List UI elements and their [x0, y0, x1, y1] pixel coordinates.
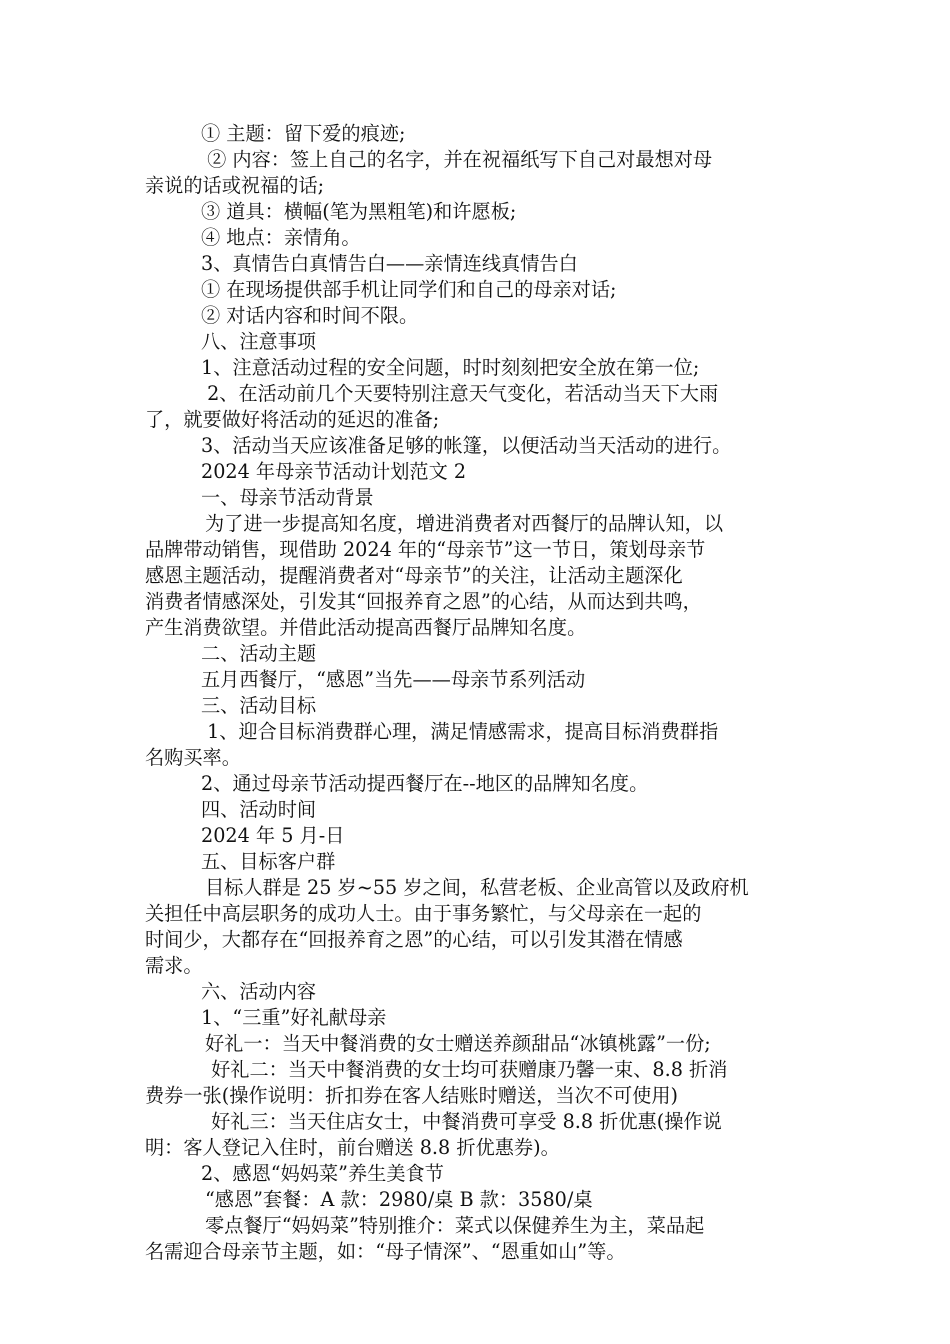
- text-line: ① 在现场提供部手机让同学们和自己的母亲对话;: [201, 278, 617, 301]
- text-line: 好礼二：当天中餐消费的女士均可获赠康乃馨一束、8.8 折消: [205, 1058, 728, 1081]
- text-line: 名购买率。: [145, 746, 241, 769]
- text-line: ① 主题：留下爱的痕迹;: [201, 122, 406, 145]
- text-line: ② 内容：签上自己的名字，并在祝福纸写下自己对最想对母: [201, 148, 713, 171]
- paragraph-line: 关担任中高层职务的成功人士。由于事务繁忙，与父母亲在一起的: [145, 902, 702, 925]
- text-line: ③ 道具：横幅(笔为黑粗笔)和许愿板;: [201, 200, 517, 223]
- section-heading: 三、活动目标: [201, 694, 317, 717]
- text-line: 明：客人登记入住时，前台赠送 8.8 折优惠券)。: [145, 1136, 560, 1159]
- document-body: [145, 121, 815, 1265]
- text-line: 3、活动当天应该准备足够的帐篷，以便活动当天活动的进行。: [201, 434, 732, 457]
- text-line: 好礼一：当天中餐消费的女士赠送养颜甜品“冰镇桃露”一份;: [205, 1032, 711, 1055]
- paragraph-line: 消费者情感深处，引发其“回报养育之恩”的心结，从而达到共鸣，: [145, 590, 702, 613]
- text-line: 3、真情告白真情告白——亲情连线真情告白: [201, 252, 578, 275]
- text-line: 1、“三重”好礼献母亲: [201, 1006, 387, 1029]
- text-line: 了，就要做好将活动的延迟的准备;: [145, 408, 440, 431]
- section-heading: 一、母亲节活动背景: [201, 486, 374, 509]
- text-line: 亲说的话或祝福的话;: [145, 174, 325, 197]
- text-line: “感恩”套餐：A 款：2980/桌 B 款：3580/桌: [205, 1188, 593, 1211]
- text-line: 2、通过母亲节活动提西餐厅在--地区的品牌知名度。: [201, 772, 649, 795]
- text-line: 费券一张(操作说明：折扣券在客人结账时赠送，当次不可使用): [145, 1084, 679, 1107]
- paragraph-line: 品牌带动销售，现借助 2024 年的“母亲节”这一节日，策划母亲节: [145, 538, 706, 561]
- text-line: 名需迎合母亲节主题，如：“母子情深”、“恩重如山”等。: [145, 1240, 626, 1263]
- paragraph-line: 为了进一步提高知名度，增进消费者对西餐厅的品牌认知，以: [205, 512, 724, 535]
- paragraph-line: 目标人群是 25 岁~55 岁之间，私营老板、企业高管以及政府机: [205, 876, 749, 899]
- section-heading: 八、注意事项: [201, 330, 317, 353]
- document-title: 2024 年母亲节活动计划范文 2: [201, 460, 467, 483]
- section-heading: 六、活动内容: [201, 980, 317, 1003]
- text-line: 好礼三：当天住店女士，中餐消费可享受 8.8 折优惠(操作说: [205, 1110, 722, 1133]
- text-line: 1、迎合目标消费群心理，满足情感需求，提高目标消费群指: [201, 720, 719, 743]
- paragraph-line: 产生消费欲望。并借此活动提高西餐厅品牌知名度。: [145, 616, 587, 639]
- text-line: 2、在活动前几个天要特别注意天气变化，若活动当天下大雨: [201, 382, 719, 405]
- text-line: 五月西餐厅，“感恩”当先——母亲节系列活动: [201, 668, 586, 691]
- text-line: ② 对话内容和时间不限。: [201, 304, 419, 327]
- text-line: 2024 年 5 月-日: [201, 824, 345, 847]
- text-line: 零点餐厅“妈妈菜”特别推介：菜式以保健养生为主，菜品起: [205, 1214, 705, 1237]
- paragraph-line: 需求。: [145, 954, 203, 977]
- section-heading: 二、活动主题: [201, 642, 317, 665]
- paragraph-line: 感恩主题活动，提醒消费者对“母亲节”的关注，让活动主题深化: [145, 564, 683, 587]
- text-line: 1、注意活动过程的安全问题，时时刻刻把安全放在第一位;: [201, 356, 700, 379]
- text-line: 2、感恩“妈妈菜”养生美食节: [201, 1162, 444, 1185]
- section-heading: 四、活动时间: [201, 798, 317, 821]
- text-line: ④ 地点：亲情角。: [201, 226, 361, 249]
- paragraph-line: 时间少，大都存在“回报养育之恩”的心结，可以引发其潜在情感: [145, 928, 683, 951]
- section-heading: 五、目标客户群: [201, 850, 336, 873]
